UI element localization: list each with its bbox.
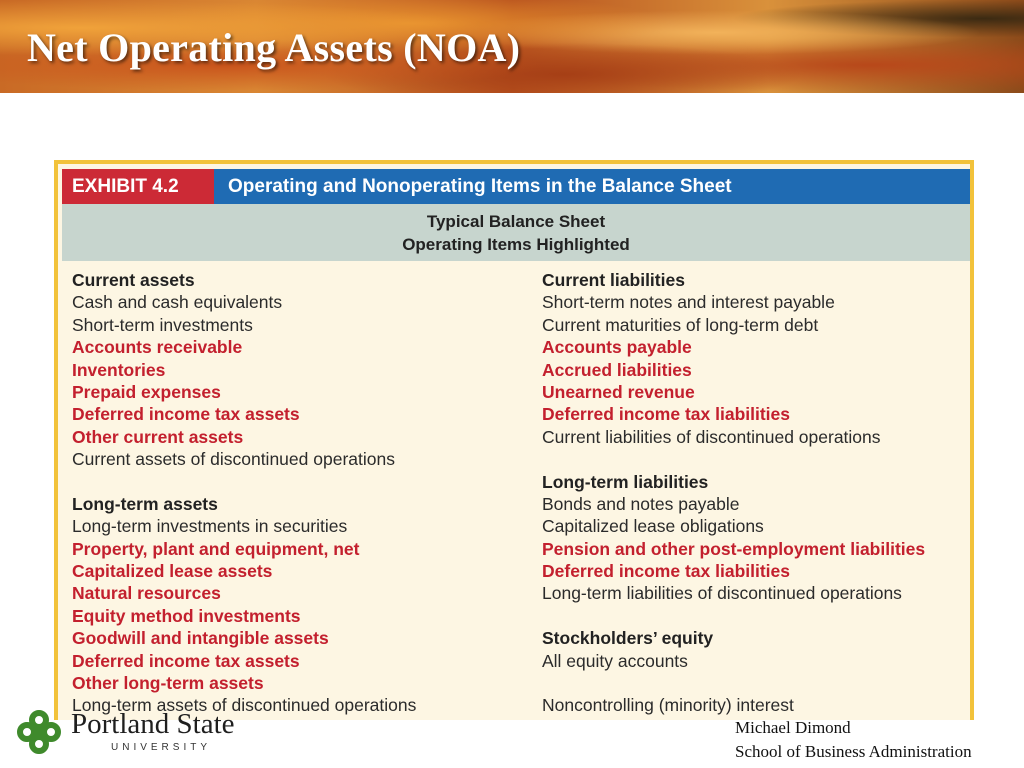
logo-subtitle: UNIVERSITY (111, 742, 212, 753)
spacer (542, 672, 925, 694)
balance-sheet-item: Current assets of discontinued operations (72, 449, 395, 470)
operating-item: Other current assets (72, 426, 244, 447)
department-name: School of Business Administration (735, 742, 972, 761)
section-heading: Long-term liabilities (542, 471, 709, 492)
operating-item: Deferred income tax assets (72, 650, 300, 671)
operating-item: Goodwill and intangible assets (72, 628, 329, 649)
section-heading: Long-term assets (72, 493, 218, 514)
spacer (542, 448, 925, 470)
balance-sheet-item: Long-term liabilities of discontinued operations (542, 583, 902, 604)
slide-title: Net Operating Assets (NOA) (27, 25, 521, 70)
exhibit-header (62, 169, 970, 204)
liabilities-equity-column (542, 269, 925, 717)
operating-item: Accounts payable (542, 337, 692, 358)
operating-item: Accounts receivable (72, 337, 243, 358)
operating-item: Deferred income tax liabilities (542, 404, 791, 425)
subheader-line-1: Typical Balance Sheet (426, 212, 606, 231)
slide-credit (735, 716, 972, 764)
operating-item: Accrued liabilities (542, 359, 692, 380)
balance-sheet-item: Current liabilities of discontinued operations (542, 426, 881, 447)
balance-sheet-item: Long-term investments in securities (72, 516, 348, 537)
operating-item: Unearned revenue (542, 381, 695, 402)
operating-item: Capitalized lease assets (72, 561, 273, 582)
balance-sheet-item: Short-term investments (72, 314, 253, 335)
operating-item: Natural resources (72, 583, 221, 604)
balance-sheet-item: Noncontrolling (minority) interest (542, 695, 794, 716)
operating-item: Deferred income tax assets (72, 404, 300, 425)
operating-item: Prepaid expenses (72, 381, 221, 402)
balance-sheet-item: Short-term notes and interest payable (542, 292, 835, 313)
psu-pinwheel-icon (16, 709, 62, 755)
section-heading: Current liabilities (542, 270, 685, 290)
balance-sheet-item: Bonds and notes payable (542, 493, 740, 514)
exhibit-tag: EXHIBIT 4.2 (62, 169, 214, 204)
logo-wordmark: Portland State (71, 708, 235, 740)
operating-item: Other long-term assets (72, 673, 264, 694)
operating-item: Deferred income tax liabilities (542, 561, 791, 582)
operating-item: Equity method investments (72, 605, 301, 626)
balance-sheet-item: Capitalized lease obligations (542, 516, 764, 537)
operating-item: Pension and other post-employment liabilities (542, 538, 926, 559)
operating-item: Property, plant and equipment, net (72, 538, 360, 559)
exhibit-caption: Operating and Nonoperating Items in the Balance Sheet (228, 176, 732, 197)
university-logo (16, 706, 256, 758)
exhibit-panel (54, 160, 974, 720)
balance-sheet-item: Current maturities of long-term debt (542, 314, 819, 335)
spacer (72, 471, 416, 493)
title-banner (0, 0, 1024, 93)
section-heading: Stockholders’ equity (542, 628, 714, 649)
balance-sheet-item: All equity accounts (542, 650, 688, 671)
author-name: Michael Dimond (735, 718, 851, 737)
operating-item: Inventories (72, 359, 166, 380)
assets-column (72, 269, 416, 717)
spacer (542, 605, 925, 627)
balance-sheet-item: Long-term assets of discontinued operations (72, 695, 417, 716)
exhibit-subheader (62, 204, 970, 261)
section-heading: Current assets (72, 270, 195, 290)
balance-sheet-item: Cash and cash equivalents (72, 292, 283, 313)
subheader-line-2: Operating Items Highlighted (402, 235, 630, 254)
